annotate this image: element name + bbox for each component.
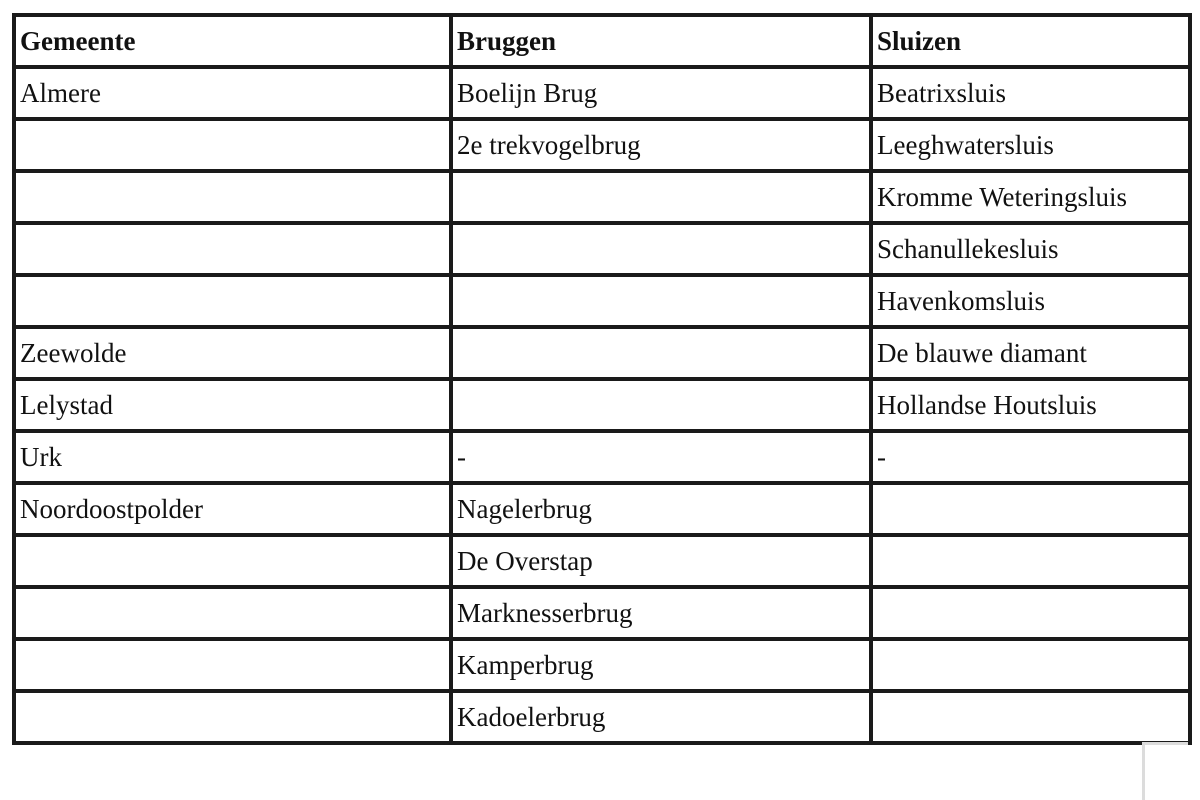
cell-gemeente [14, 639, 451, 691]
cell-bruggen: Nagelerbrug [451, 483, 871, 535]
cell-sluizen: - [871, 431, 1190, 483]
cell-gemeente [14, 535, 451, 587]
cell-bruggen [451, 379, 871, 431]
table-row [14, 171, 1190, 223]
table-header-row [14, 15, 1190, 67]
table-row [14, 327, 1190, 379]
cell-sluizen: Leeghwatersluis [871, 119, 1190, 171]
cell-sluizen: De blauwe diamant [871, 327, 1190, 379]
page-corner-overlay [1142, 742, 1188, 800]
table-row [14, 67, 1190, 119]
cell-gemeente: Almere [14, 67, 451, 119]
cell-gemeente: Noordoostpolder [14, 483, 451, 535]
cell-gemeente: Zeewolde [14, 327, 451, 379]
cell-sluizen: Hollandse Houtsluis [871, 379, 1190, 431]
table-row [14, 639, 1190, 691]
cell-sluizen [871, 587, 1190, 639]
cell-gemeente [14, 691, 451, 743]
cell-gemeente [14, 587, 451, 639]
cell-gemeente: Urk [14, 431, 451, 483]
column-header-sluizen: Sluizen [871, 15, 1190, 67]
table-row [14, 275, 1190, 327]
table-row [14, 431, 1190, 483]
cell-gemeente [14, 171, 451, 223]
cell-gemeente: Lelystad [14, 379, 451, 431]
column-header-bruggen: Bruggen [451, 15, 871, 67]
cell-bruggen: De Overstap [451, 535, 871, 587]
cell-bruggen [451, 223, 871, 275]
cell-gemeente [14, 275, 451, 327]
cell-sluizen [871, 535, 1190, 587]
table-row [14, 379, 1190, 431]
bridges-locks-table [12, 13, 1192, 745]
table-row [14, 535, 1190, 587]
cell-gemeente [14, 223, 451, 275]
cell-bruggen [451, 275, 871, 327]
column-header-gemeente: Gemeente [14, 15, 451, 67]
cell-sluizen: Schanullekesluis [871, 223, 1190, 275]
cell-sluizen [871, 691, 1190, 743]
cell-bruggen: Boelijn Brug [451, 67, 871, 119]
cell-bruggen: Kadoelerbrug [451, 691, 871, 743]
table-row [14, 691, 1190, 743]
cell-sluizen: Kromme Weteringsluis [871, 171, 1190, 223]
table-row [14, 223, 1190, 275]
cell-sluizen [871, 639, 1190, 691]
cell-bruggen: - [451, 431, 871, 483]
table-row [14, 119, 1190, 171]
cell-sluizen [871, 483, 1190, 535]
cell-bruggen [451, 327, 871, 379]
cell-bruggen: Kamperbrug [451, 639, 871, 691]
table-row [14, 587, 1190, 639]
cell-bruggen: Marknesserbrug [451, 587, 871, 639]
cell-bruggen [451, 171, 871, 223]
cell-sluizen: Beatrixsluis [871, 67, 1190, 119]
cell-sluizen: Havenkomsluis [871, 275, 1190, 327]
table-row [14, 483, 1190, 535]
cell-gemeente [14, 119, 451, 171]
cell-bruggen: 2e trekvogelbrug [451, 119, 871, 171]
